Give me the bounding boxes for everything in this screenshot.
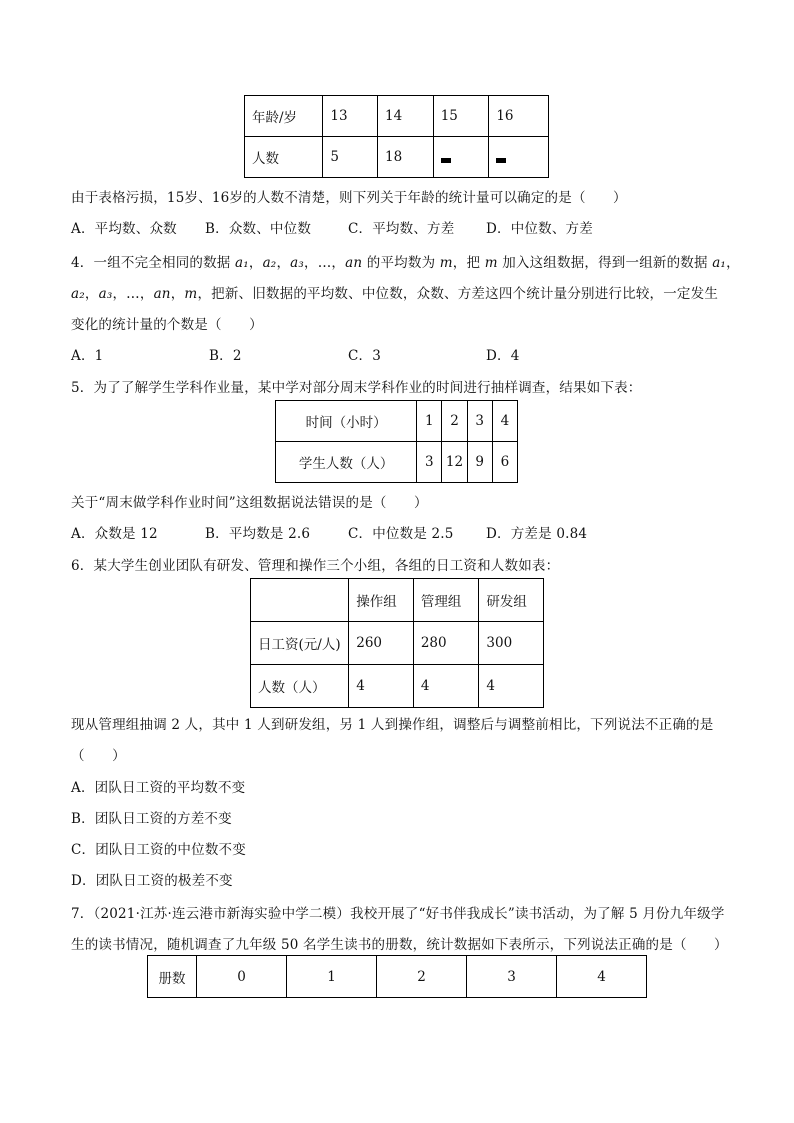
- table-row: [251, 579, 544, 622]
- table-row: [251, 622, 544, 665]
- text-run: ，: [248, 255, 263, 271]
- math-variable: an: [153, 286, 171, 302]
- table-cell: 18: [378, 137, 434, 178]
- table-row: [245, 137, 549, 178]
- text-run: ，…，: [112, 286, 154, 302]
- table-cell: 管理组: [413, 579, 479, 622]
- ink-smudge: [441, 158, 451, 163]
- table-cell: 4: [557, 956, 647, 998]
- text-run: 加入这组数据，得到一组新的数据: [497, 255, 713, 271]
- table-cell: 260: [349, 622, 414, 665]
- q3-option-a: A．平均数、众数: [71, 221, 177, 237]
- q7-line-1: 7．（2021·江苏·连云港市新海实验中学二模）我校开展了“好书伴我成长”读书活动，为了解 5 月份九年级学: [71, 906, 725, 922]
- text-run: ，把: [452, 255, 485, 271]
- table-cell: 280: [413, 622, 479, 665]
- table-row: [245, 96, 549, 137]
- text-run: ，…，: [304, 255, 346, 271]
- table-cell: 年龄/岁: [245, 96, 323, 137]
- q4-line-3: 变化的统计量的个数是（ ）: [71, 317, 263, 333]
- table-cell: 15: [433, 96, 489, 137]
- table-cell: 册数: [148, 956, 197, 998]
- math-variable: m: [439, 255, 453, 271]
- table-cell: 2: [377, 956, 467, 998]
- q4-line-1: [71, 251, 740, 271]
- table-cell: 300: [479, 622, 544, 665]
- table-cell: 人数（人）: [251, 665, 349, 708]
- table-cell: 4: [413, 665, 479, 708]
- table-cell: 0: [197, 956, 287, 998]
- ink-smudge: [496, 158, 506, 163]
- table-cell: 学生人数（人）: [276, 442, 417, 483]
- table-cell: 4: [479, 665, 544, 708]
- homework-time-table: [275, 400, 518, 483]
- q6-option-c: C．团队日工资的中位数不变: [71, 842, 246, 858]
- table-cell: 14: [378, 96, 434, 137]
- table-cell: 9: [467, 442, 492, 483]
- q5-option-d: D．方差是 0.84: [486, 526, 588, 542]
- math-variable: a₂: [71, 286, 85, 302]
- table-cell: 6: [492, 442, 517, 483]
- q4-option-d: D．4: [486, 348, 520, 364]
- table-row: [276, 442, 518, 483]
- table-cell: 时间（小时）: [276, 401, 417, 442]
- text-run: ，: [726, 255, 740, 271]
- q5-question: 关于“周末做学科作业时间”这组数据说法错误的是（ ）: [71, 495, 428, 511]
- q5-stem: 5．为了了解学生学科作业量，某中学对部分周末学科作业的时间进行抽样调查，结果如下表：: [71, 380, 642, 396]
- table-cell: 操作组: [349, 579, 414, 622]
- table-row: [276, 401, 518, 442]
- table-cell: 3: [467, 956, 557, 998]
- q3-option-d: D．中位数、方差: [486, 221, 593, 237]
- math-variable: a₂: [262, 255, 277, 271]
- table-cell: [251, 579, 349, 622]
- table-cell: 4: [349, 665, 414, 708]
- table-cell: 3: [417, 442, 442, 483]
- text-run: ，把新、旧数据的平均数、中位数，众数、方差这四个统计量分别进行比较，一定发生: [197, 286, 719, 302]
- wage-table: [250, 578, 544, 708]
- q4-option-c: C．3: [348, 348, 382, 364]
- table-row: [251, 665, 544, 708]
- q5-option-a: A．众数是 12: [71, 526, 158, 542]
- q3-option-b: B．众数、中位数: [205, 221, 312, 237]
- text-run: 4．一组不完全相同的数据: [71, 255, 235, 271]
- table-cell: 1: [417, 401, 442, 442]
- q6-option-a: A．团队日工资的平均数不变: [71, 780, 246, 796]
- math-variable: a₃: [98, 286, 113, 302]
- text-run: ，: [276, 255, 291, 271]
- smudged-cell: [489, 137, 549, 178]
- q5-option-b: B．平均数是 2.6: [205, 526, 311, 542]
- math-variable: a₁: [234, 255, 249, 271]
- table-cell: 人数: [245, 137, 323, 178]
- q6-question-line-2: （ ）: [71, 748, 126, 764]
- q3-stem: 由于表格污损，15岁、16岁的人数不清楚，则下列关于年龄的统计量可以确定的是（ ）: [71, 190, 627, 206]
- table-cell: 4: [492, 401, 517, 442]
- books-table: [147, 955, 647, 998]
- table-cell: 5: [323, 137, 378, 178]
- q3-option-c: C．平均数、方差: [348, 221, 455, 237]
- text-run: ，: [170, 286, 185, 302]
- math-variable: an: [345, 255, 363, 271]
- table-row: [148, 956, 647, 998]
- q6-question-line-1: 现从管理组抽调 2 人，其中 1 人到研发组，另 1 人到操作组，调整后与调整前相比，下列说法不正确的是: [71, 717, 714, 733]
- math-variable: m: [484, 255, 498, 271]
- table-cell: 16: [489, 96, 549, 137]
- q5-option-c: C．中位数是 2.5: [348, 526, 454, 542]
- q4-option-b: B．2: [209, 348, 242, 364]
- table-cell: 1: [287, 956, 377, 998]
- table-cell: 2: [442, 401, 467, 442]
- text-run: ，: [84, 286, 99, 302]
- q6-option-b: B．团队日工资的方差不变: [71, 811, 232, 827]
- table-cell: 13: [323, 96, 378, 137]
- age-table: [244, 95, 549, 178]
- math-variable: m: [184, 286, 198, 302]
- table-cell: 日工资(元/人): [251, 622, 349, 665]
- q4-line-2: [71, 282, 718, 302]
- q4-option-a: A．1: [71, 348, 104, 364]
- q6-stem: 6．某大学生创业团队有研发、管理和操作三个小组，各组的日工资和人数如表：: [71, 558, 560, 574]
- table-cell: 研发组: [479, 579, 544, 622]
- table-cell: 3: [467, 401, 492, 442]
- q6-option-d: D．团队日工资的极差不变: [71, 873, 233, 889]
- math-variable: a₃: [290, 255, 305, 271]
- text-run: 的平均数为: [362, 255, 440, 271]
- q7-line-2: 生的读书情况，随机调查了九年级 50 名学生读书的册数，统计数据如下表所示，下列说法正确的是（ ）: [71, 937, 728, 953]
- math-variable: a₁: [712, 255, 727, 271]
- table-cell: 12: [442, 442, 467, 483]
- smudged-cell: [433, 137, 489, 178]
